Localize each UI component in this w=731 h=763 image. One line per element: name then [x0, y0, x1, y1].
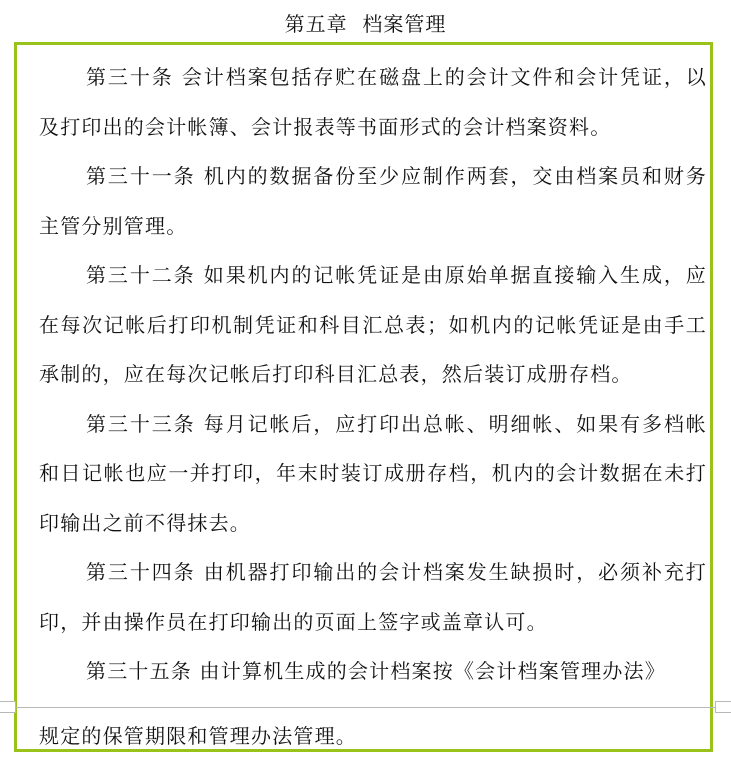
article-31-paragraph: 第三十一条 机内的数据备份至少应制作两套，交由档案员和财务主管分别管理。: [39, 164, 707, 238]
article-35-continued-text: 规定的保管期限和管理办法管理。: [39, 724, 357, 748]
article-33-paragraph: 第三十三条 每月记帐后，应打印出总帐、明细帐、如果有多档帐和日记帐也应一并打印，年末时装订成册存档，机内的会计数据在未打印输出之前不得抹去。: [39, 411, 707, 535]
article-35-paragraph: 第三十五条 由计算机生成的会计档案按《会计档案管理办法》: [86, 659, 666, 683]
article-30-paragraph: 第三十条 会计档案包括存贮在磁盘上的会计文件和会计凭证，以及打印出的会计帐簿、会计报表等书面形式的会计档案资料。: [39, 65, 707, 139]
article-32-paragraph: 第三十二条 如果机内的记帐凭证是由原始单据直接输入生成，应在每次记帐后打印机制凭证和科目汇总表；如机内的记帐凭证是由手工承制的，应在每次记帐后打印科目汇总表，然后装订成册存档。: [39, 263, 707, 386]
chapter-title: 第五章 档案管理: [284, 12, 447, 36]
page-break-line: [0, 707, 731, 708]
page-break-right-marker: [715, 701, 731, 713]
document-body[interactable]: [39, 53, 707, 697]
article-34-paragraph: 第三十四条 由机器打印输出的会计档案发生缺损时，必须补充打印，并由操作员在打印输出的页面上签字或盖章认可。: [39, 560, 707, 634]
page-break-left-marker: [0, 701, 16, 713]
